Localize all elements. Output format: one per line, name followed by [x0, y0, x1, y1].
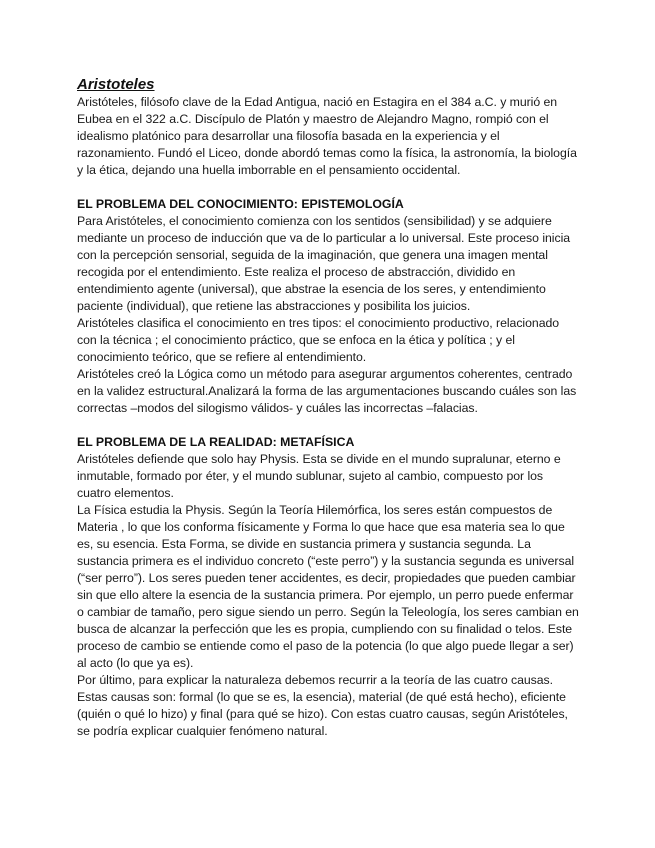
- intro-paragraph: Aristóteles, filósofo clave de la Edad Antigua, nació en Estagira en el 384 a.C. y murió en Eubea en el 322 a.C. Discípulo de Platón y maestro de Alejandro Magno, rompió con el idealismo platónico para desarrollar una filosofía basada en la experiencia y el razonamiento. Fundó el Liceo, donde abordó temas como la física, la astronomía, la biología y la ética, dejando una huella imborrable en el pensamiento occidental.: [77, 95, 577, 177]
- section-heading: EL PROBLEMA DEL CONOCIMIENTO: EPISTEMOLOGÍA: [77, 197, 404, 211]
- section-epistemologia: [77, 196, 579, 417]
- paragraph: Para Aristóteles, el conocimiento comienza con los sentidos (sensibilidad) y se adquiere mediante un proceso de inducción que va de lo particular a lo universal. Este proceso inicia con la percepción sensorial, seguida de la imaginación, que genera una imagen mental recogida por el entendimiento. Este realiza el proceso de abstracción, dividido en entendimiento agente (universal), que abstrae la esencia de los seres, y entendimiento paciente (individual), que retiene las abstracciones y posibilita los juicios.: [77, 214, 571, 313]
- section-metafisica: [77, 434, 579, 740]
- document-title: Aristoteles: [77, 76, 155, 93]
- spacer: [77, 417, 579, 434]
- paragraph: Aristóteles clasifica el conocimiento en tres tipos: el conocimiento productivo, relacionado con la técnica ; el conocimiento práctico, que se enfoca en la ética y política ; y el conocimiento teórico, que se refiere al entendimiento.: [77, 316, 560, 364]
- paragraph: Aristóteles defiende que solo hay Physis. Esta se divide en el mundo supralunar, eterno e inmutable, formado por éter, y el mundo sublunar, sujeto al cambio, compuesto por los cuatro elementos.: [77, 452, 561, 500]
- paragraph: Aristóteles creó la Lógica como un método para asegurar argumentos coherentes, centrado en la validez estructural.Analizará la forma de las argumentaciones buscando cuáles son las correctas –modos del silogismo válidos- y cuáles las incorrectas –falacias.: [77, 367, 577, 415]
- section-heading: EL PROBLEMA DE LA REALIDAD: METAFÍSICA: [77, 435, 355, 449]
- spacer: [77, 179, 579, 196]
- paragraph: La Física estudia la Physis. Según la Teoría Hilemórfica, los seres están compuestos de Materia , lo que los conforma físicamente y Forma lo que hace que esa materia sea lo que es, su esencia. Esta Forma, se divide en sustancia primera y sustancia segunda. La sustancia primera es el individuo concreto (“este perro”) y la sustancia segunda es universal (“ser perro”). Los seres pueden tener accidentes, es decir, propiedades que pueden cambiar sin que ello altere la esencia de la sustancia primera. Por ejemplo, un perro puede enfermar o cambiar de tamaño, pero sigue siendo un perro. Según la Teleología, los seres cambian en busca de alcanzar la perfección que les es propia, cumpliendo con su finalidad o telos. Este proceso de cambio se entiende como el paso de la potencia (lo que algo puede llegar a ser) al acto (lo que ya es).: [77, 503, 579, 670]
- document-page: [77, 76, 579, 740]
- paragraph: Por último, para explicar la naturaleza debemos recurrir a la teoría de las cuatro causas. Estas causas son: formal (lo que se es, la esencia), material (de qué está hecho), eficiente (quién o qué lo hizo) y final (para qué se hizo). Con estas cuatro causas, según Aristóteles, se podría explicar cualquier fenómeno natural.: [77, 673, 568, 738]
